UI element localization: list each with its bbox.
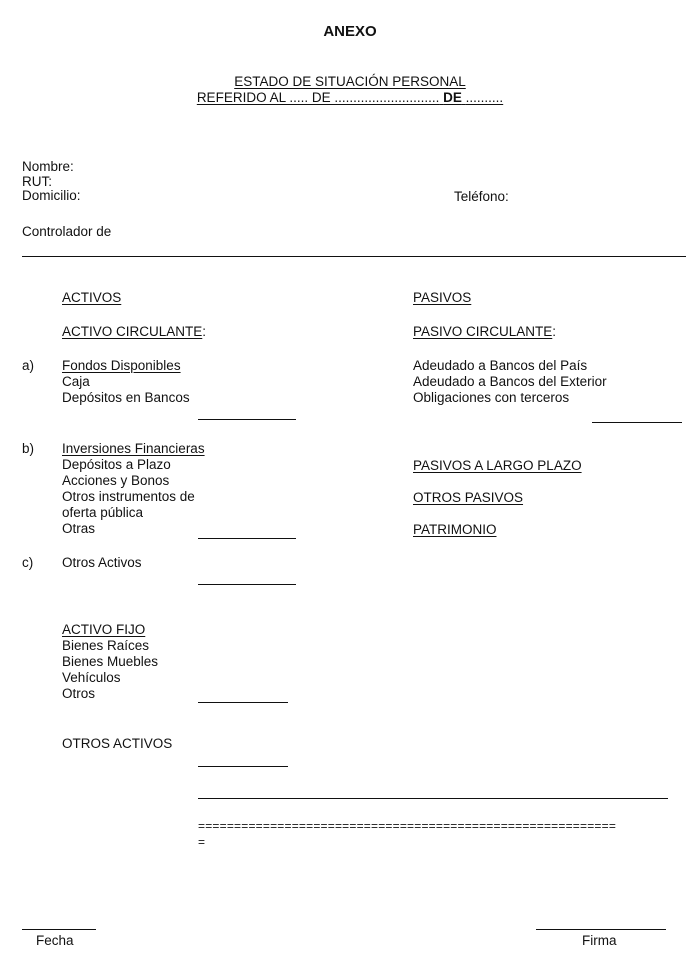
- activo-fijo-item: Bienes Muebles: [62, 654, 159, 669]
- inversiones-item: Acciones y Bonos: [62, 473, 170, 488]
- fondos-disponibles-heading: Fondos Disponibles: [62, 358, 181, 373]
- subtitle-estado-text: ESTADO DE SITUACIÓN PERSONAL: [234, 74, 466, 89]
- marker-b: b): [22, 441, 35, 456]
- pasivo-item: Obligaciones con terceros: [413, 390, 570, 405]
- controlador-label: Controlador de: [22, 224, 112, 239]
- otros-activos-c-label: Otros Activos: [62, 555, 142, 570]
- document-title: ANEXO: [323, 23, 377, 40]
- fondos-item: Caja: [62, 374, 90, 389]
- activo-fijo-item: Otros: [62, 686, 96, 701]
- pasivos-heading: PASIVOS: [413, 290, 472, 305]
- inversiones-item: Otras: [62, 521, 96, 536]
- otros-activos-label: OTROS ACTIVOS: [62, 736, 173, 751]
- subtotal-line-b: [198, 538, 296, 539]
- pasivo-item: Adeudado a Bancos del País: [413, 358, 588, 373]
- pasivo-item: Adeudado a Bancos del Exterior: [413, 374, 607, 389]
- subtotal-line-pasivos: [592, 422, 682, 423]
- fecha-line: [22, 929, 96, 930]
- inversiones-item: oferta pública: [62, 505, 144, 520]
- personal-fields: [22, 159, 81, 204]
- pasivo-circulante-items: [413, 358, 607, 406]
- pasivo-circulante-text: PASIVO CIRCULANTE: [413, 324, 553, 339]
- total-line: [198, 798, 668, 799]
- nombre-label: Nombre:: [22, 159, 74, 174]
- domicilio-label: Domicilio:: [22, 188, 81, 203]
- activo-circulante-text: ACTIVO CIRCULANTE: [62, 324, 203, 339]
- inversiones-item: Depósitos a Plazo: [62, 457, 171, 472]
- subtotal-line-fijo: [198, 702, 288, 703]
- activo-fijo-heading: ACTIVO FIJO: [62, 622, 146, 637]
- activos-heading: ACTIVOS: [62, 290, 122, 305]
- inversiones-block: [62, 441, 205, 537]
- pasivo-circulante-heading: [413, 324, 556, 340]
- rut-label: RUT:: [22, 174, 52, 189]
- inversiones-item: Otros instrumentos de: [62, 489, 195, 504]
- activo-circulante-heading: [62, 324, 206, 340]
- subtotal-line-c: [198, 584, 296, 585]
- otros-pasivos: OTROS PASIVOS: [413, 490, 524, 505]
- patrimonio: PATRIMONIO: [413, 522, 497, 537]
- pasivos-largo-plazo: PASIVOS A LARGO PLAZO: [413, 458, 582, 473]
- subtitle-referido-de: DE: [443, 90, 462, 105]
- subtotal-line-otros: [198, 766, 288, 767]
- subtitle-referido: [0, 90, 700, 106]
- firma-label: Firma: [582, 933, 617, 948]
- firma-line: [536, 929, 666, 930]
- subtitle-estado: [0, 74, 700, 90]
- telefono-label: Teléfono:: [454, 189, 509, 204]
- subtotal-line-a: [198, 419, 296, 420]
- double-underline-tail: =: [198, 835, 206, 849]
- fondos-disponibles-block: [62, 358, 190, 406]
- inversiones-heading: Inversiones Financieras: [62, 441, 205, 456]
- separator-line: [22, 256, 686, 257]
- subtitle-referido-prefix: REFERIDO AL ..... DE ............................: [196, 90, 440, 105]
- pasivo-circulante-colon: :: [552, 324, 557, 339]
- double-underline: ==========================================================: [198, 819, 617, 833]
- activo-fijo-item: Vehículos: [62, 670, 121, 685]
- fecha-label: Fecha: [36, 933, 74, 948]
- activo-fijo-item: Bienes Raíces: [62, 638, 150, 653]
- fondos-item: Depósitos en Bancos: [62, 390, 190, 405]
- marker-a: a): [22, 358, 35, 373]
- activo-circulante-colon: :: [202, 324, 207, 339]
- marker-c: c): [22, 555, 34, 570]
- subtitle-referido-suffix: ..........: [465, 90, 504, 105]
- activo-fijo-block: [62, 622, 158, 702]
